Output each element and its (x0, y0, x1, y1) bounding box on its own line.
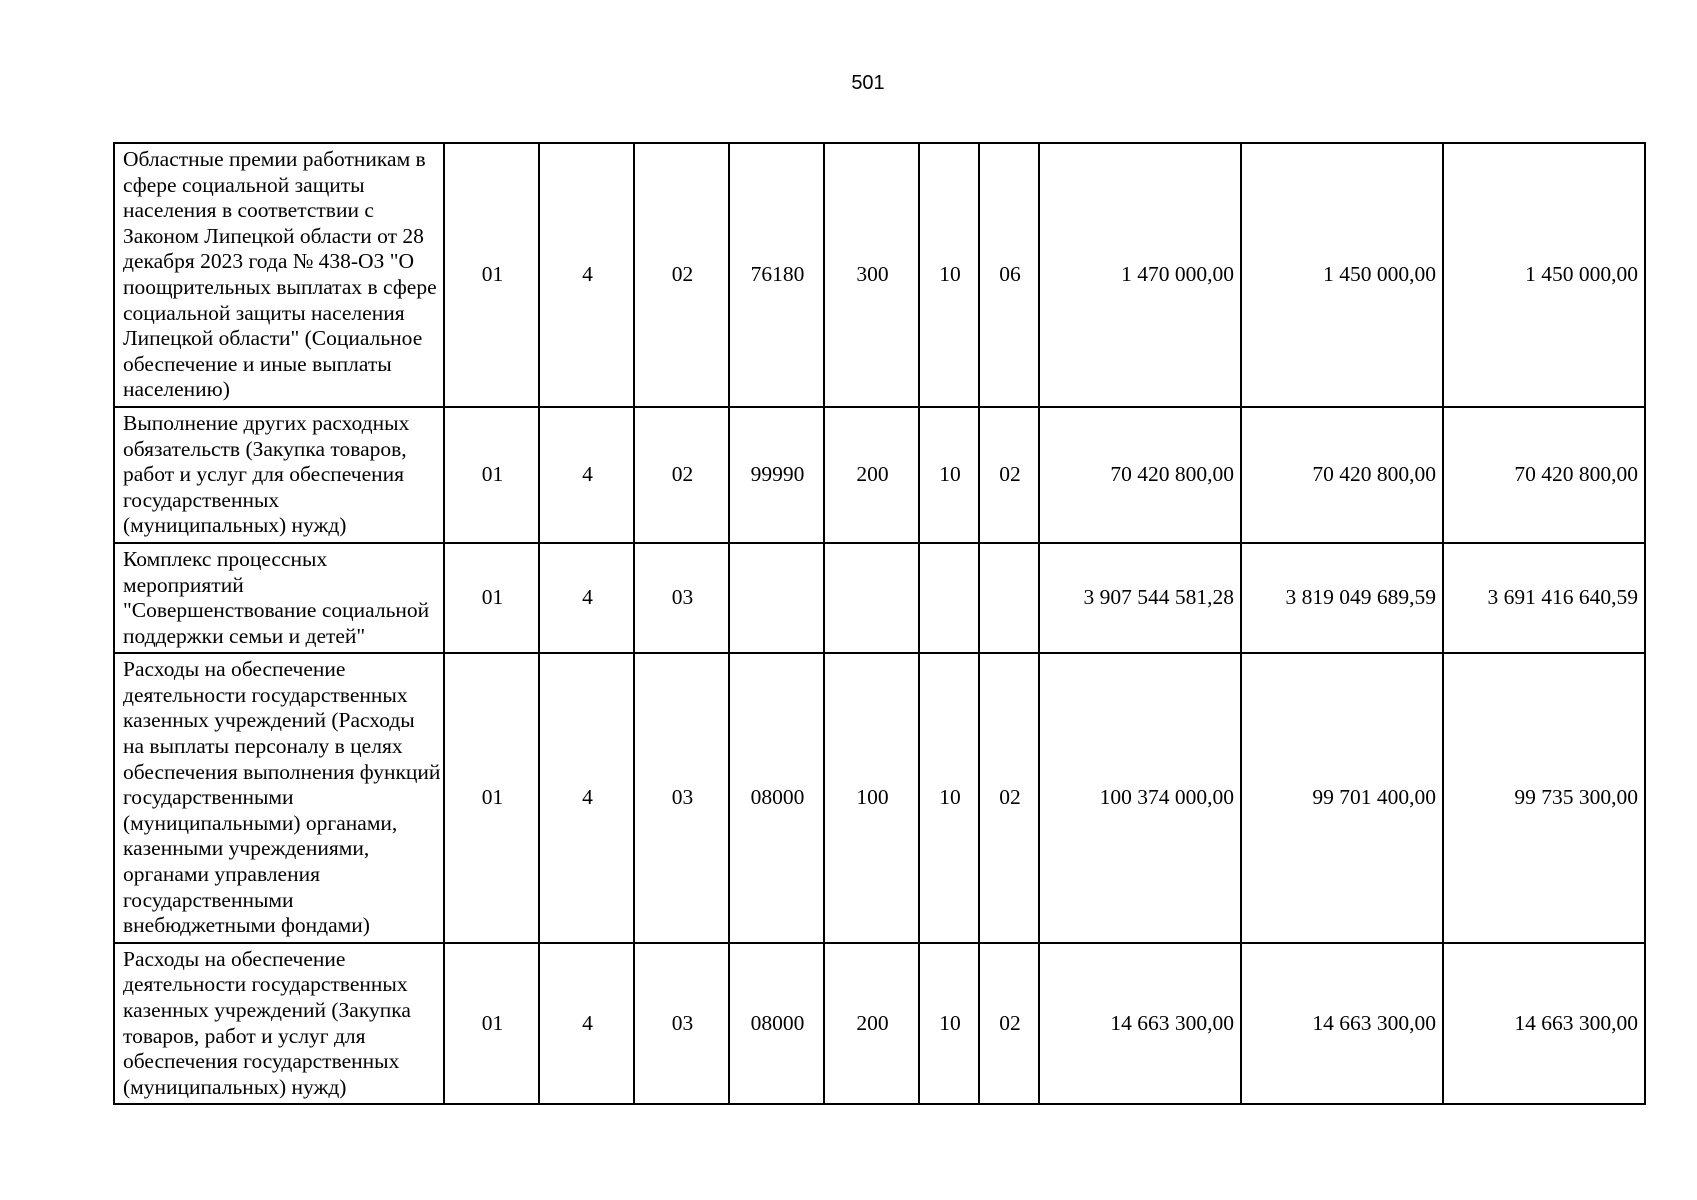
direction-code (729, 543, 824, 653)
budget-table (113, 142, 1646, 1105)
program-code: 01 (444, 143, 539, 407)
subprogram-code: 4 (539, 943, 634, 1105)
amount-year-2: 14 663 300,00 (1241, 943, 1443, 1105)
row-description: Комплекс процессных мероприятий "Совершенствование социальной поддержки семьи и детей" (114, 543, 444, 653)
subsection-code: 06 (979, 143, 1039, 407)
section-code: 10 (919, 407, 979, 543)
subprogram-code: 4 (539, 407, 634, 543)
table-row (114, 407, 1645, 543)
direction-code: 08000 (729, 943, 824, 1105)
section-code: 10 (919, 943, 979, 1105)
direction-code: 99990 (729, 407, 824, 543)
amount-year-1: 100 374 000,00 (1039, 653, 1241, 943)
page-number: 501 (851, 72, 885, 94)
direction-code: 76180 (729, 143, 824, 407)
subprogram-code: 4 (539, 543, 634, 653)
activity-code: 02 (634, 407, 729, 543)
subsection-code: 02 (979, 407, 1039, 543)
program-code: 01 (444, 407, 539, 543)
subprogram-code: 4 (539, 653, 634, 943)
table-row (114, 943, 1645, 1105)
row-description: Расходы на обеспечение деятельности государственных казенных учреждений (Закупка товаров, работ и услуг для обеспечения государственных (муниципальных) нужд) (114, 943, 444, 1105)
amount-year-3: 3 691 416 640,59 (1443, 543, 1645, 653)
expense-type-code: 300 (824, 143, 919, 407)
amount-year-2: 70 420 800,00 (1241, 407, 1443, 543)
expense-type-code: 100 (824, 653, 919, 943)
activity-code: 03 (634, 543, 729, 653)
row-description: Расходы на обеспечение деятельности государственных казенных учреждений (Расходы на выплаты персоналу в целях обеспечения выполнения функций государственными (муниципальными) органами, казенными учреждениями, органами управления государственными внебюджетными фондами) (114, 653, 444, 943)
subsection-code (979, 543, 1039, 653)
amount-year-1: 70 420 800,00 (1039, 407, 1241, 543)
expense-type-code: 200 (824, 943, 919, 1105)
amount-year-1: 3 907 544 581,28 (1039, 543, 1241, 653)
subprogram-code: 4 (539, 143, 634, 407)
table-row (114, 653, 1645, 943)
activity-code: 03 (634, 653, 729, 943)
subsection-code: 02 (979, 943, 1039, 1105)
amount-year-2: 1 450 000,00 (1241, 143, 1443, 407)
program-code: 01 (444, 543, 539, 653)
program-code: 01 (444, 943, 539, 1105)
amount-year-3: 1 450 000,00 (1443, 143, 1645, 407)
subsection-code: 02 (979, 653, 1039, 943)
activity-code: 02 (634, 143, 729, 407)
amount-year-2: 99 701 400,00 (1241, 653, 1443, 943)
table-row (114, 543, 1645, 653)
amount-year-3: 99 735 300,00 (1443, 653, 1645, 943)
amount-year-1: 14 663 300,00 (1039, 943, 1241, 1105)
row-description: Областные премии работникам в сфере социальной защиты населения в соответствии с Законом Липецкой области от 28 декабря 2023 года № 438-ОЗ "О поощрительных выплатах в сфере социальной защиты населения Липецкой области" (Социальное обеспечение и иные выплаты населению) (114, 143, 444, 407)
amount-year-2: 3 819 049 689,59 (1241, 543, 1443, 653)
expense-type-code: 200 (824, 407, 919, 543)
row-description: Выполнение других расходных обязательств (Закупка товаров, работ и услуг для обеспечения государственных (муниципальных) нужд) (114, 407, 444, 543)
amount-year-3: 70 420 800,00 (1443, 407, 1645, 543)
table-row (114, 143, 1645, 407)
section-code: 10 (919, 653, 979, 943)
direction-code: 08000 (729, 653, 824, 943)
expense-type-code (824, 543, 919, 653)
section-code (919, 543, 979, 653)
amount-year-1: 1 470 000,00 (1039, 143, 1241, 407)
activity-code: 03 (634, 943, 729, 1105)
program-code: 01 (444, 653, 539, 943)
amount-year-3: 14 663 300,00 (1443, 943, 1645, 1105)
section-code: 10 (919, 143, 979, 407)
